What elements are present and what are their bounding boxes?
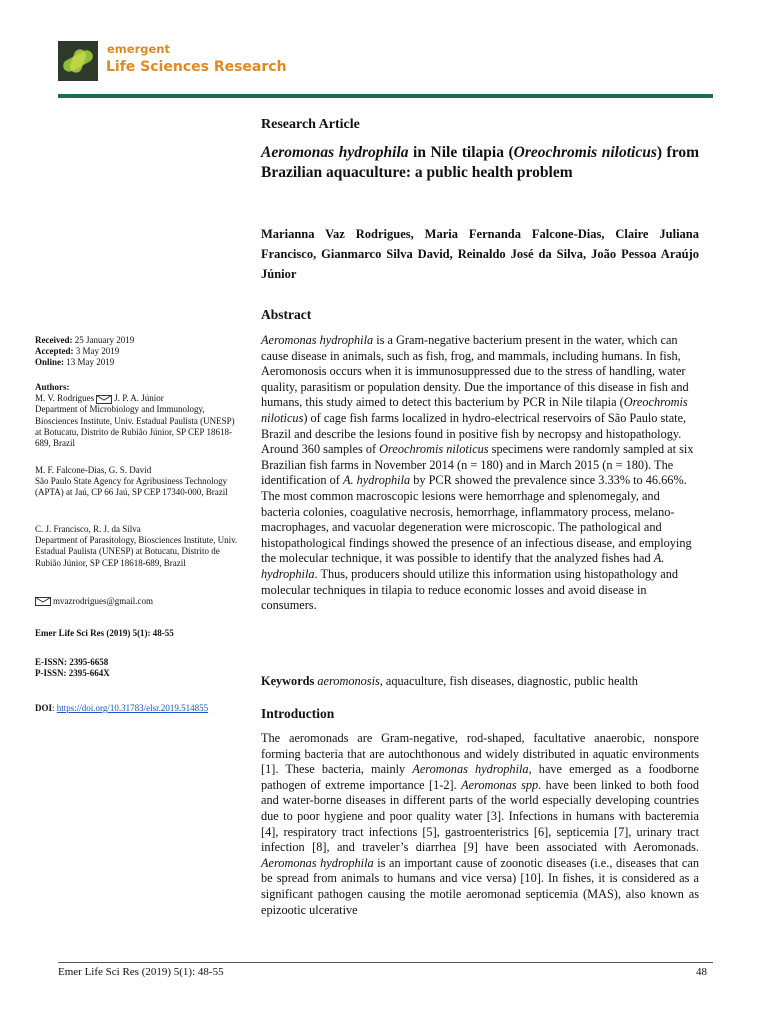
- online-line: Online: 13 May 2019: [35, 357, 115, 368]
- citation-block: Emer Life Sci Res (2019) 5(1): 48-55: [35, 628, 174, 638]
- corresponding-email[interactable]: mvazrodrigues@gmail.com: [35, 596, 240, 607]
- introduction-text: The aeromonads are Gram-negative, rod-shaped, facultative anaerobic, nonspore forming bacteria that are autochthonous and widely distributed in aquatic environments [1]. These bacteria, mainly Aeromonas hydrophila, have emerged as a foodborne pathogen of extreme importance [1-2]. Aeromonas spp. have been linked to both food and water-borne diseases in different parts of the world especially developing countries due to poor hygiene and poor quality water [3]. Infections in humans with bacteremia [4], respiratory tract infections [5], gastroenteristrics [6], septicemia [7], urinary tract infection [8], and traveler’s diarrhea [9] have been associated with Aeromonads. Aeromonas hydrophila is an important cause of zoonotic diseases (i.e., diseases that can be spread from animals to humans and vice versa) [10]. In fishes, it is considered as a significant pathogen causing the motile aeromonad septicemia (MAS), also known as epizootic ulcerative: [261, 731, 699, 917]
- affiliation-2: M. F. Falcone-Dias, G. S. David São Paulo State Agency for Agribusiness Technology (APTA) at Jaú, CP 66 Jaú, SP CEP 17340-000, Brazil: [35, 465, 228, 498]
- affiliation-1: Authors: M. V. Rodrigues J. P. A. Júnior Department of Microbiology and Immunology, Biosciences Institute, Univ. Estadual Paulista (UNESP) at Botucatu, Distrito de Rubião Júnior, SP CEP 18618-689, Brazil: [35, 382, 235, 449]
- envelope-icon: [96, 395, 112, 404]
- introduction-heading: Introduction: [261, 706, 335, 721]
- article-type: Research Article: [261, 117, 360, 132]
- footer-citation: Emer Life Sci Res (2019) 5(1): 48-55: [58, 966, 224, 978]
- affiliation-3: C. J. Francisco, R. J. da Silva Department of Parasitology, Biosciences Institute, Univ. Estadual Paulista (UNESP) at Botucatu, Distrito de Rubião Júnior, SP CEP 18618-689, Brazil: [35, 524, 238, 568]
- footer-rule: [58, 962, 713, 963]
- keywords: Keywords aeromonosis, aquaculture, fish diseases, diagnostic, public health: [261, 674, 638, 688]
- abstract-text: Aeromonas hydrophila is a Gram-negative bacterium present in the water, which can cause disease in animals, such as fish, frog, and mammals, including humans. In fish, Aeromonosis occurs when it is immunosuppressed due to the stress of handling, water quality, parasitism or population density. Due the importance of this disease in fish and humans, this study aimed to detect this bacterium by PCR in Nile tilapia (Oreochromis niloticus) of cage fish farms localized in hydro-electrical reservoirs of São Paulo state, Brazil and describe the lesions found in positive fish by necropsy and histopathology. Around 360 samples of Oreochromis niloticus specimens were randomly sampled at six Brazilian fish farms in November 2014 (n = 180) and in March 2015 (n = 180). The identification of A. hydrophila by PCR showed the prevalence since 3.33% to 46.66%. The most common macroscopic lesions were hemorrhage and splenomegaly, and bacteria colonies, coagulative necrosis, hemorrhage, inflammatory process, melano-macrophages, and vacuolar degeneration were microscopic. The pathological and histopathological findings showed the presence of an infectious disease, and employing the molecular technique, it was possible to identify that the analyzed fishes had A. hydrophila. Thus, producers should utilize this information using histopathology and molecular techniques in tilapia to reduce economic losses and avoid disease in consumers.: [261, 333, 694, 613]
- doi-link[interactable]: https://doi.org/10.31783/elsr.2019.514855: [56, 703, 209, 713]
- header-rule: [58, 94, 713, 98]
- journal-logo: [58, 41, 98, 81]
- accepted-line: Accepted: 3 May 2019: [35, 346, 120, 357]
- abstract-heading: Abstract: [261, 307, 312, 322]
- article-title: Aeromonas hydrophila in Nile tilapia (Oreochromis niloticus) from Brazilian aquaculture: a public health problem: [261, 144, 699, 181]
- issn-block: E-ISSN: 2395-6658 P-ISSN: 2395-664X: [35, 657, 110, 679]
- brand-line2: Life Sciences Research: [106, 59, 287, 75]
- dates-block: [35, 335, 240, 369]
- received-line: Received: 25 January 2019: [35, 335, 135, 345]
- envelope-icon: [35, 597, 51, 606]
- page-number: 48: [696, 966, 707, 978]
- doi-line: DOI: https://doi.org/10.31783/elsr.2019.514855: [35, 703, 209, 713]
- brand-line1: emergent: [107, 42, 170, 56]
- author-list: Marianna Vaz Rodrigues, Maria Fernanda Falcone-Dias, Claire Juliana Francisco, Gianmarco Silva David, Reinaldo José da Silva, João Pessoa Araújo Júnior: [261, 227, 699, 281]
